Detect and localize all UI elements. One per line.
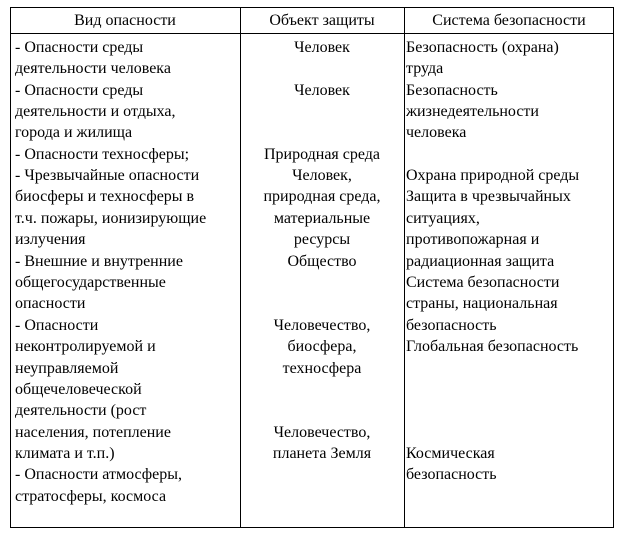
object-line-12: Человечество,: [273, 424, 371, 441]
system-line-6: Охрана природной среды: [406, 167, 580, 184]
object-line-7: ресурсы: [293, 231, 351, 248]
system-line-9: противопожарная и: [406, 231, 540, 248]
hazard-line-3: - Опасности среды: [15, 82, 144, 99]
system-line-2: труда: [406, 60, 444, 77]
system-line-4: жизнедеятельности: [406, 103, 539, 120]
object-line-8: Общество: [287, 253, 357, 270]
hazard-line-21: - Опасности атмосферы,: [15, 466, 182, 483]
object-line-10: биосфера,: [287, 338, 357, 355]
hazard-line-16: неуправляемой: [15, 360, 119, 377]
system-line-7: Защита в чрезвычайных: [406, 188, 571, 205]
header-divider: [11, 33, 613, 34]
header-protection-object: Объект защиты: [269, 12, 375, 29]
hazard-line-2: деятельности человека: [15, 60, 171, 77]
system-line-12: страны, национальная: [406, 295, 558, 312]
system-line-3: Безопасность: [406, 82, 498, 99]
system-line-8: ситуациях,: [406, 210, 480, 227]
header-hazard-type: Вид опасности: [74, 12, 176, 29]
object-line-11: техносфера: [282, 360, 362, 377]
hazard-line-6: - Опасности техносферы;: [15, 146, 190, 163]
hazard-line-18: деятельности (рост: [15, 402, 147, 419]
hazard-line-1: - Опасности среды: [15, 39, 144, 56]
object-line-9: Человечество,: [273, 317, 371, 334]
hazard-line-5: города и жилища: [15, 124, 133, 141]
object-line-13: планета Земля: [272, 445, 372, 462]
system-line-5: человека: [406, 124, 467, 141]
hazard-line-17: общечеловеческой: [15, 381, 142, 398]
hazard-line-7: - Чрезвычайные опасности: [15, 167, 200, 184]
hazard-line-15: неконтролируемой и: [15, 338, 156, 355]
system-line-11: Система безопасности: [406, 274, 560, 291]
hazard-line-20: климата и т.п.): [15, 445, 115, 462]
system-line-16: безопасность: [406, 466, 497, 483]
header-safety-system: Система безопасности: [432, 12, 586, 29]
system-line-13: безопасность: [406, 317, 497, 334]
hazard-line-14: - Опасности: [15, 317, 99, 334]
object-line-5: природная среда,: [263, 188, 381, 205]
object-line-4: Человек,: [292, 167, 352, 184]
object-line-3: Природная среда: [263, 146, 381, 163]
object-line-6: материальные: [273, 210, 371, 227]
hazard-line-9: т.ч. пожары, ионизирующие: [15, 210, 207, 227]
object-line-2: Человек: [294, 82, 350, 99]
hazard-line-12: общегосударственные: [15, 274, 166, 291]
hazard-line-4: деятельности и отдыха,: [15, 103, 176, 120]
hazard-line-22: стратосферы, космоса: [15, 488, 167, 505]
hazard-line-13: опасности: [15, 295, 86, 312]
system-line-14: Глобальная безопасность: [406, 338, 579, 355]
object-line-1: Человек: [294, 39, 350, 56]
hazard-line-19: населения, потепление: [15, 424, 171, 441]
system-line-1: Безопасность (охрана): [406, 39, 559, 56]
system-line-10: радиационная защита: [406, 253, 555, 270]
system-line-15: Космическая: [406, 445, 495, 462]
hazard-line-8: биосферы и техносферы в: [15, 188, 195, 205]
hazard-line-11: - Внешние и внутренние: [15, 253, 183, 270]
hazard-line-10: излучения: [15, 231, 86, 248]
column-divider-2: [404, 8, 405, 527]
